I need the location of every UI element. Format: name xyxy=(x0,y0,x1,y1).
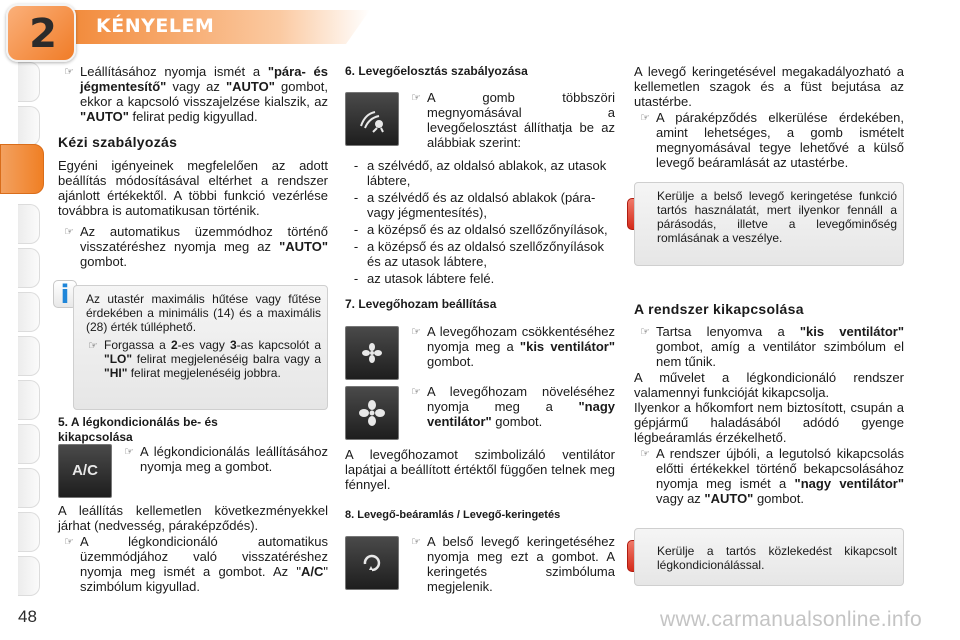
pointer-icon: ☞ xyxy=(640,448,650,460)
pointer-icon: ☞ xyxy=(64,226,74,238)
auto-return-text: Leállításához nyomja ismét a "pára- és jégmentesítő" vagy az "AUTO" gombot, ekkor a kapcsoló visszajelzése kialszik, az "AUTO" felirat pedig kigyullad. xyxy=(80,64,328,124)
condensation-text: A páraképződés elkerülése érdekében, amint lehetséges, a gomb ismételt megnyomásával tegye lehetővé a külső levegő beáramlását az utastérbe. xyxy=(656,110,904,170)
flow-paragraph: A levegőhozamot szimbolizáló ventilátor lapátjai a beállított értéktől függően telnek meg fénnyel. xyxy=(345,447,615,492)
distribution-bullet xyxy=(405,90,615,150)
chapter-tab[interactable] xyxy=(18,336,40,376)
warning-box xyxy=(634,182,904,266)
chapter-tab[interactable] xyxy=(18,468,40,508)
distribution-button xyxy=(345,92,399,146)
list-item: - a középső és az oldalsó szellőzőnyílások, xyxy=(353,222,608,237)
ac-bullet xyxy=(118,444,328,474)
recirculation-heading: 8. Levegő-beáramlás / Levegő-keringetés xyxy=(345,509,561,521)
distribution-heading: 6. Levegőelosztás szabályozása xyxy=(345,64,528,78)
info-bullet xyxy=(82,338,321,380)
fan-low-icon xyxy=(360,341,384,365)
ac-paragraph: A leállítás kellemetlen következményekkel járhat (nedvesség, páraképződés). xyxy=(58,503,328,533)
watermark: www.carmanualsonline.info xyxy=(660,608,922,631)
pointer-icon: ☞ xyxy=(411,386,421,398)
ac-heading: 5. A légkondicionálás be- és kikapcsolása xyxy=(58,415,218,444)
manual-bullet xyxy=(58,224,328,269)
pointer-icon: ☞ xyxy=(411,536,421,548)
warning-text: Kerülje a belső levegő keringetése funkció tartós használatát, mert ilyenkor fennáll a párásodás, illetve a levegőminőség romlásának a veszélye. xyxy=(657,189,897,245)
off-bullet xyxy=(634,324,904,369)
list-item: - a középső és az oldalsó szellőzőnyílások és az utasok lábtere, xyxy=(353,239,605,269)
chapter-tab[interactable] xyxy=(18,204,40,244)
recirculation-text: A belső levegő keringetéséhez nyomja meg ezt a gombot. A keringetés szimbóluma megjelenik. xyxy=(427,534,615,594)
page-title: KÉNYELEM xyxy=(96,15,215,37)
fan-low-text: A levegőhozam csökkentéséhez nyomja meg a "kis ventilátor" gombot. xyxy=(427,324,615,369)
restart-bullet-text: A rendszer újbóli, a legutolsó kikapcsolás előtti értékekkel történő bekapcsolásához nyomja meg ismét a "nagy ventilátor" vagy az "AUTO" gombot. xyxy=(656,446,904,506)
fan-high-button xyxy=(345,386,399,440)
ac-button-label: A/C xyxy=(72,462,98,479)
pointer-icon: ☞ xyxy=(88,340,98,352)
air-recirculation-icon xyxy=(359,550,385,576)
recirculation-button xyxy=(345,536,399,590)
fan-high-icon xyxy=(357,398,387,428)
fan-low-bullet xyxy=(405,324,615,369)
list-item: - a szélvédő és az oldalsó ablakok (pára- vagy jégmentesítés), xyxy=(353,190,596,220)
flow-heading: 7. Levegőhozam beállítása xyxy=(345,297,497,311)
chapter-tab[interactable] xyxy=(18,62,40,102)
pointer-icon: ☞ xyxy=(64,536,74,548)
manual-heading: Kézi szabályozás xyxy=(58,134,178,150)
air-distribution-icon xyxy=(355,104,389,134)
chapter-number: 2 xyxy=(29,11,57,57)
fan-high-bullet xyxy=(405,384,615,429)
chapter-tab[interactable] xyxy=(18,556,40,596)
fan-high-text: A levegőhozam növeléséhez nyomja meg a "nagy ventilátor" gombot. xyxy=(427,384,615,429)
distribution-list xyxy=(345,158,615,286)
distribution-bullet-text: A gomb többszöri megnyomásával a levegőelosztást állíthatja be az alábbiak szerint: xyxy=(427,90,615,150)
manual-bullet-text: Az automatikus üzemmódhoz történő visszatéréshez nyomja meg az "AUTO" gombot. xyxy=(80,224,328,269)
auto-return-bullet xyxy=(58,64,328,124)
chapter-badge xyxy=(6,4,76,62)
off-paragraph-2: Ilyenkor a hőkomfort nem biztosított, csupán a gépjármű haladásából adódó gyenge légbeáramlás érzékelhető. xyxy=(634,400,904,445)
ac-return-bullet xyxy=(58,534,328,594)
chapter-tab-active[interactable] xyxy=(0,144,44,194)
page-number: 48 xyxy=(18,607,37,626)
info-bullet-text: Forgassa a 2-es vagy 3-as kapcsolót a "LO" felirat megjelenéséig balra vagy a "HI" felirat megjelenéséig jobbra. xyxy=(104,338,321,380)
chapter-tab[interactable] xyxy=(18,424,40,464)
pointer-icon: ☞ xyxy=(411,326,421,338)
pointer-icon: ☞ xyxy=(411,92,421,104)
chapter-tab[interactable] xyxy=(18,292,40,332)
condensation-bullet xyxy=(634,110,904,170)
off-bullet-text: Tartsa lenyomva a "kis ventilátor" gombot, amíg a ventilátor szimbólum el nem tűnik. xyxy=(656,324,904,369)
list-item: - a szélvédő, az oldalsó ablakok, az utasok lábtere, xyxy=(353,158,607,188)
off-paragraph-1: A művelet a légkondicionáló rendszer valamennyi funkcióját kikapcsolja. xyxy=(634,370,904,400)
pointer-icon: ☞ xyxy=(640,112,650,124)
recirculation-intro: A levegő keringetésével megakadályozható a kellemetlen szagok és a füst bejutása az utastérbe. xyxy=(634,64,904,109)
chapter-tab[interactable] xyxy=(18,248,40,288)
chapter-tabs xyxy=(0,58,60,618)
chapter-tab[interactable] xyxy=(18,380,40,420)
chapter-tab[interactable] xyxy=(18,512,40,552)
info-text: Az utastér maximális hűtése vagy fűtése érdekében a minimális (14) és a maximális (28) érték túlléphető. xyxy=(86,292,321,334)
info-icon: i xyxy=(53,280,77,308)
manual-paragraph: Egyéni igényeinek megfelelően az adott beállítás módosításával eltérhet a rendszer ajánlott értékektől. A többi funkció vezérlése továbbra is automatikusan történik. xyxy=(58,158,328,218)
list-item: - az utasok lábtere felé. xyxy=(353,271,495,286)
pointer-icon: ☞ xyxy=(64,66,74,78)
pointer-icon: ☞ xyxy=(124,446,134,458)
chapter-tab[interactable] xyxy=(18,106,40,146)
warning-text: Kerülje a tartós közlekedést kikapcsolt légkondicionálással. xyxy=(657,544,897,572)
restart-bullet xyxy=(634,446,904,506)
info-box xyxy=(73,285,328,410)
fan-low-button xyxy=(345,326,399,380)
recirculation-bullet xyxy=(405,534,615,594)
warning-box xyxy=(634,528,904,586)
pointer-icon: ☞ xyxy=(640,326,650,338)
ac-bullet-text: A légkondicionálás leállításához nyomja meg a gombot. xyxy=(140,444,328,474)
off-heading: A rendszer kikapcsolása xyxy=(634,301,804,317)
ac-button xyxy=(58,444,112,498)
ac-return-text: A légkondicionáló automatikus üzemmódjához való visszatéréshez nyomja meg ismét a gombot. Az "A/C" szimbólum kigyullad. xyxy=(80,534,328,594)
